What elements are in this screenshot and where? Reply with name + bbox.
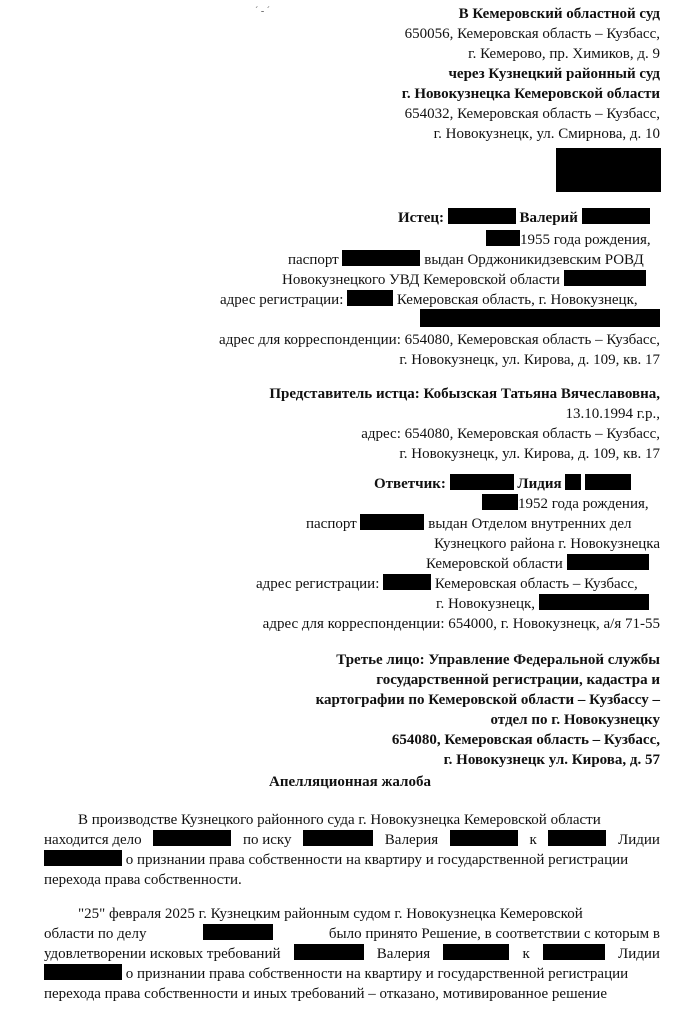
- third-party-4: отдел по г. Новокузнецку: [490, 712, 660, 728]
- via-court-city: г. Новокузнецка Кемеровской области: [401, 86, 660, 102]
- p1-text: Лидии: [618, 832, 660, 848]
- p1-text: по иску: [242, 832, 292, 848]
- plaintiff-corr-address: адрес для корреспонденции: 654080, Кемеровская область – Кузбасс,: [219, 332, 660, 348]
- third-party-5: 654080, Кемеровская область – Кузбасс,: [391, 732, 660, 748]
- court-name: В Кемеровский областной суд: [458, 6, 660, 22]
- redaction: [383, 574, 431, 590]
- p1-text: находится дело: [44, 832, 142, 848]
- plaintiff-reg-label: адрес регистрации:: [220, 292, 344, 308]
- defendant-birth: 1952 года рождения,: [518, 496, 649, 512]
- third-party-2: государственной регистрации, кадастра и: [376, 672, 660, 688]
- defendant-reg-line: [256, 574, 638, 594]
- court-address-1: 650056, Кемеровская область – Кузбасс,: [404, 26, 660, 42]
- p2-text: Лидии: [618, 946, 660, 962]
- p1-text: Валерия: [384, 832, 439, 848]
- redaction: [203, 924, 273, 940]
- defendant-issued-line: [426, 554, 649, 574]
- representative-address-2: г. Новокузнецк, ул. Кирова, д. 109, кв. 17: [399, 446, 660, 462]
- defendant-passport-issued-2: Кузнецкого района г. Новокузнецка: [434, 536, 660, 552]
- defendant-reg-address: Кемеровская область – Кузбасс,: [434, 576, 638, 592]
- representative-birth: 13.10.1994 г.р.,: [565, 406, 660, 422]
- via-court: через Кузнецкий районный суд: [448, 66, 660, 82]
- plaintiff-reg-line: [220, 290, 638, 310]
- defendant-label: Ответчик:: [374, 476, 446, 492]
- redaction: [482, 494, 518, 510]
- redaction: [303, 830, 373, 846]
- p2-line-3: [44, 944, 660, 964]
- representative-name: Представитель истца: Кобызская Татьяна Вячеславовна,: [269, 386, 660, 402]
- redaction: [450, 474, 514, 490]
- redaction: [582, 208, 650, 224]
- redaction: [44, 850, 122, 866]
- defendant-name: Лидия: [517, 476, 562, 492]
- third-party-3: картографии по Кемеровской области – Кузбассу –: [315, 692, 660, 708]
- plaintiff-corr-address-2: г. Новокузнецк, ул. Кирова, д. 109, кв. 17: [399, 352, 660, 368]
- redaction: [539, 594, 649, 610]
- redaction: [448, 208, 516, 224]
- defendant-reg-address-2: г. Новокузнецк,: [436, 596, 536, 612]
- p1-line-1: В производстве Кузнецкого районного суда г. Новокузнецка Кемеровской области: [78, 812, 601, 828]
- redaction: [153, 830, 231, 846]
- representative-address-1: адрес: 654080, Кемеровская область – Кузбасс,: [361, 426, 660, 442]
- via-court-address-1: 654032, Кемеровская область – Кузбасс,: [404, 106, 660, 122]
- third-party-6: г. Новокузнецк ул. Кирова, д. 57: [443, 752, 660, 768]
- redaction: [548, 830, 606, 846]
- redaction: [294, 944, 364, 960]
- defendant-reg-label: адрес регистрации:: [256, 576, 380, 592]
- p2-line-2: [44, 924, 660, 944]
- defendant-passport-line: [306, 514, 632, 534]
- plaintiff-reg-address: Кемеровская область, г. Новокузнецк,: [396, 292, 638, 308]
- scan-mark: ´ - ´: [255, 6, 270, 17]
- p1-line-4: перехода права собственности.: [44, 872, 242, 888]
- p2-text: было принято Решение, в соответствии с которым в: [328, 926, 660, 942]
- redaction: [420, 309, 660, 327]
- plaintiff-passport-issued-2: Новокузнецкого УВД Кемеровской области: [282, 272, 560, 288]
- redaction: [486, 230, 520, 246]
- p2-text: к: [522, 946, 530, 962]
- plaintiff-name: Валерий: [519, 210, 578, 226]
- defendant-passport-issued: выдан Отделом внутренних дел: [428, 516, 632, 532]
- p2-text: Валерия: [376, 946, 431, 962]
- redaction: [585, 474, 631, 490]
- plaintiff-passport-line: [288, 250, 644, 270]
- plaintiff-birth: 1955 года рождения,: [520, 232, 651, 248]
- redaction: [44, 964, 122, 980]
- via-court-address-2: г. Новокузнецк, ул. Смирнова, д. 10: [433, 126, 660, 142]
- p1-text: о признании права собственности на квартиру и государственной регистрации: [125, 852, 629, 868]
- redaction: [567, 554, 649, 570]
- redaction: [564, 270, 646, 286]
- defendant-line: [374, 474, 631, 494]
- plaintiff-line: [398, 208, 650, 228]
- p2-text: о признании права собственности на квартиру и государственной регистрации: [125, 966, 629, 982]
- defendant-reg-line-2: [436, 594, 649, 614]
- p2-line-4: [44, 964, 628, 984]
- redaction: [342, 250, 420, 266]
- redaction: [360, 514, 424, 530]
- p2-text: удовлетворении исковых требований: [44, 946, 281, 962]
- redaction: [565, 474, 581, 490]
- plaintiff-passport-issued: выдан Орджоникидзевским РОВД: [424, 252, 644, 268]
- redaction: [347, 290, 393, 306]
- p1-line-3: [44, 850, 628, 870]
- p2-text: области по делу: [44, 926, 147, 942]
- plaintiff-birth-line: [486, 230, 651, 250]
- redaction: [543, 944, 605, 960]
- defendant-passport-issued-3: Кемеровской области: [426, 556, 563, 572]
- p1-line-2: [44, 830, 660, 850]
- court-address-2: г. Кемерово, пр. Химиков, д. 9: [468, 46, 660, 62]
- redaction: [443, 944, 509, 960]
- plaintiff-passport-label: паспорт: [288, 252, 339, 268]
- defendant-passport-label: паспорт: [306, 516, 357, 532]
- redaction: [556, 148, 661, 192]
- plaintiff-issued-line: [282, 270, 646, 290]
- redaction: [450, 830, 518, 846]
- p1-text: к: [529, 832, 537, 848]
- defendant-birth-line: [482, 494, 649, 514]
- plaintiff-label: Истец:: [398, 210, 444, 226]
- document-title: Апелляционная жалоба: [269, 774, 431, 790]
- defendant-corr-address: адрес для корреспонденции: 654000, г. Новокузнецк, а/я 71-55: [262, 616, 660, 632]
- p2-line-1: "25" февраля 2025 г. Кузнецким районным судом г. Новокузнецка Кемеровской: [78, 906, 583, 922]
- third-party-1: Третье лицо: Управление Федеральной службы: [336, 652, 660, 668]
- p2-line-5: перехода права собственности и иных требований – отказано, мотивированное решение: [44, 986, 607, 1002]
